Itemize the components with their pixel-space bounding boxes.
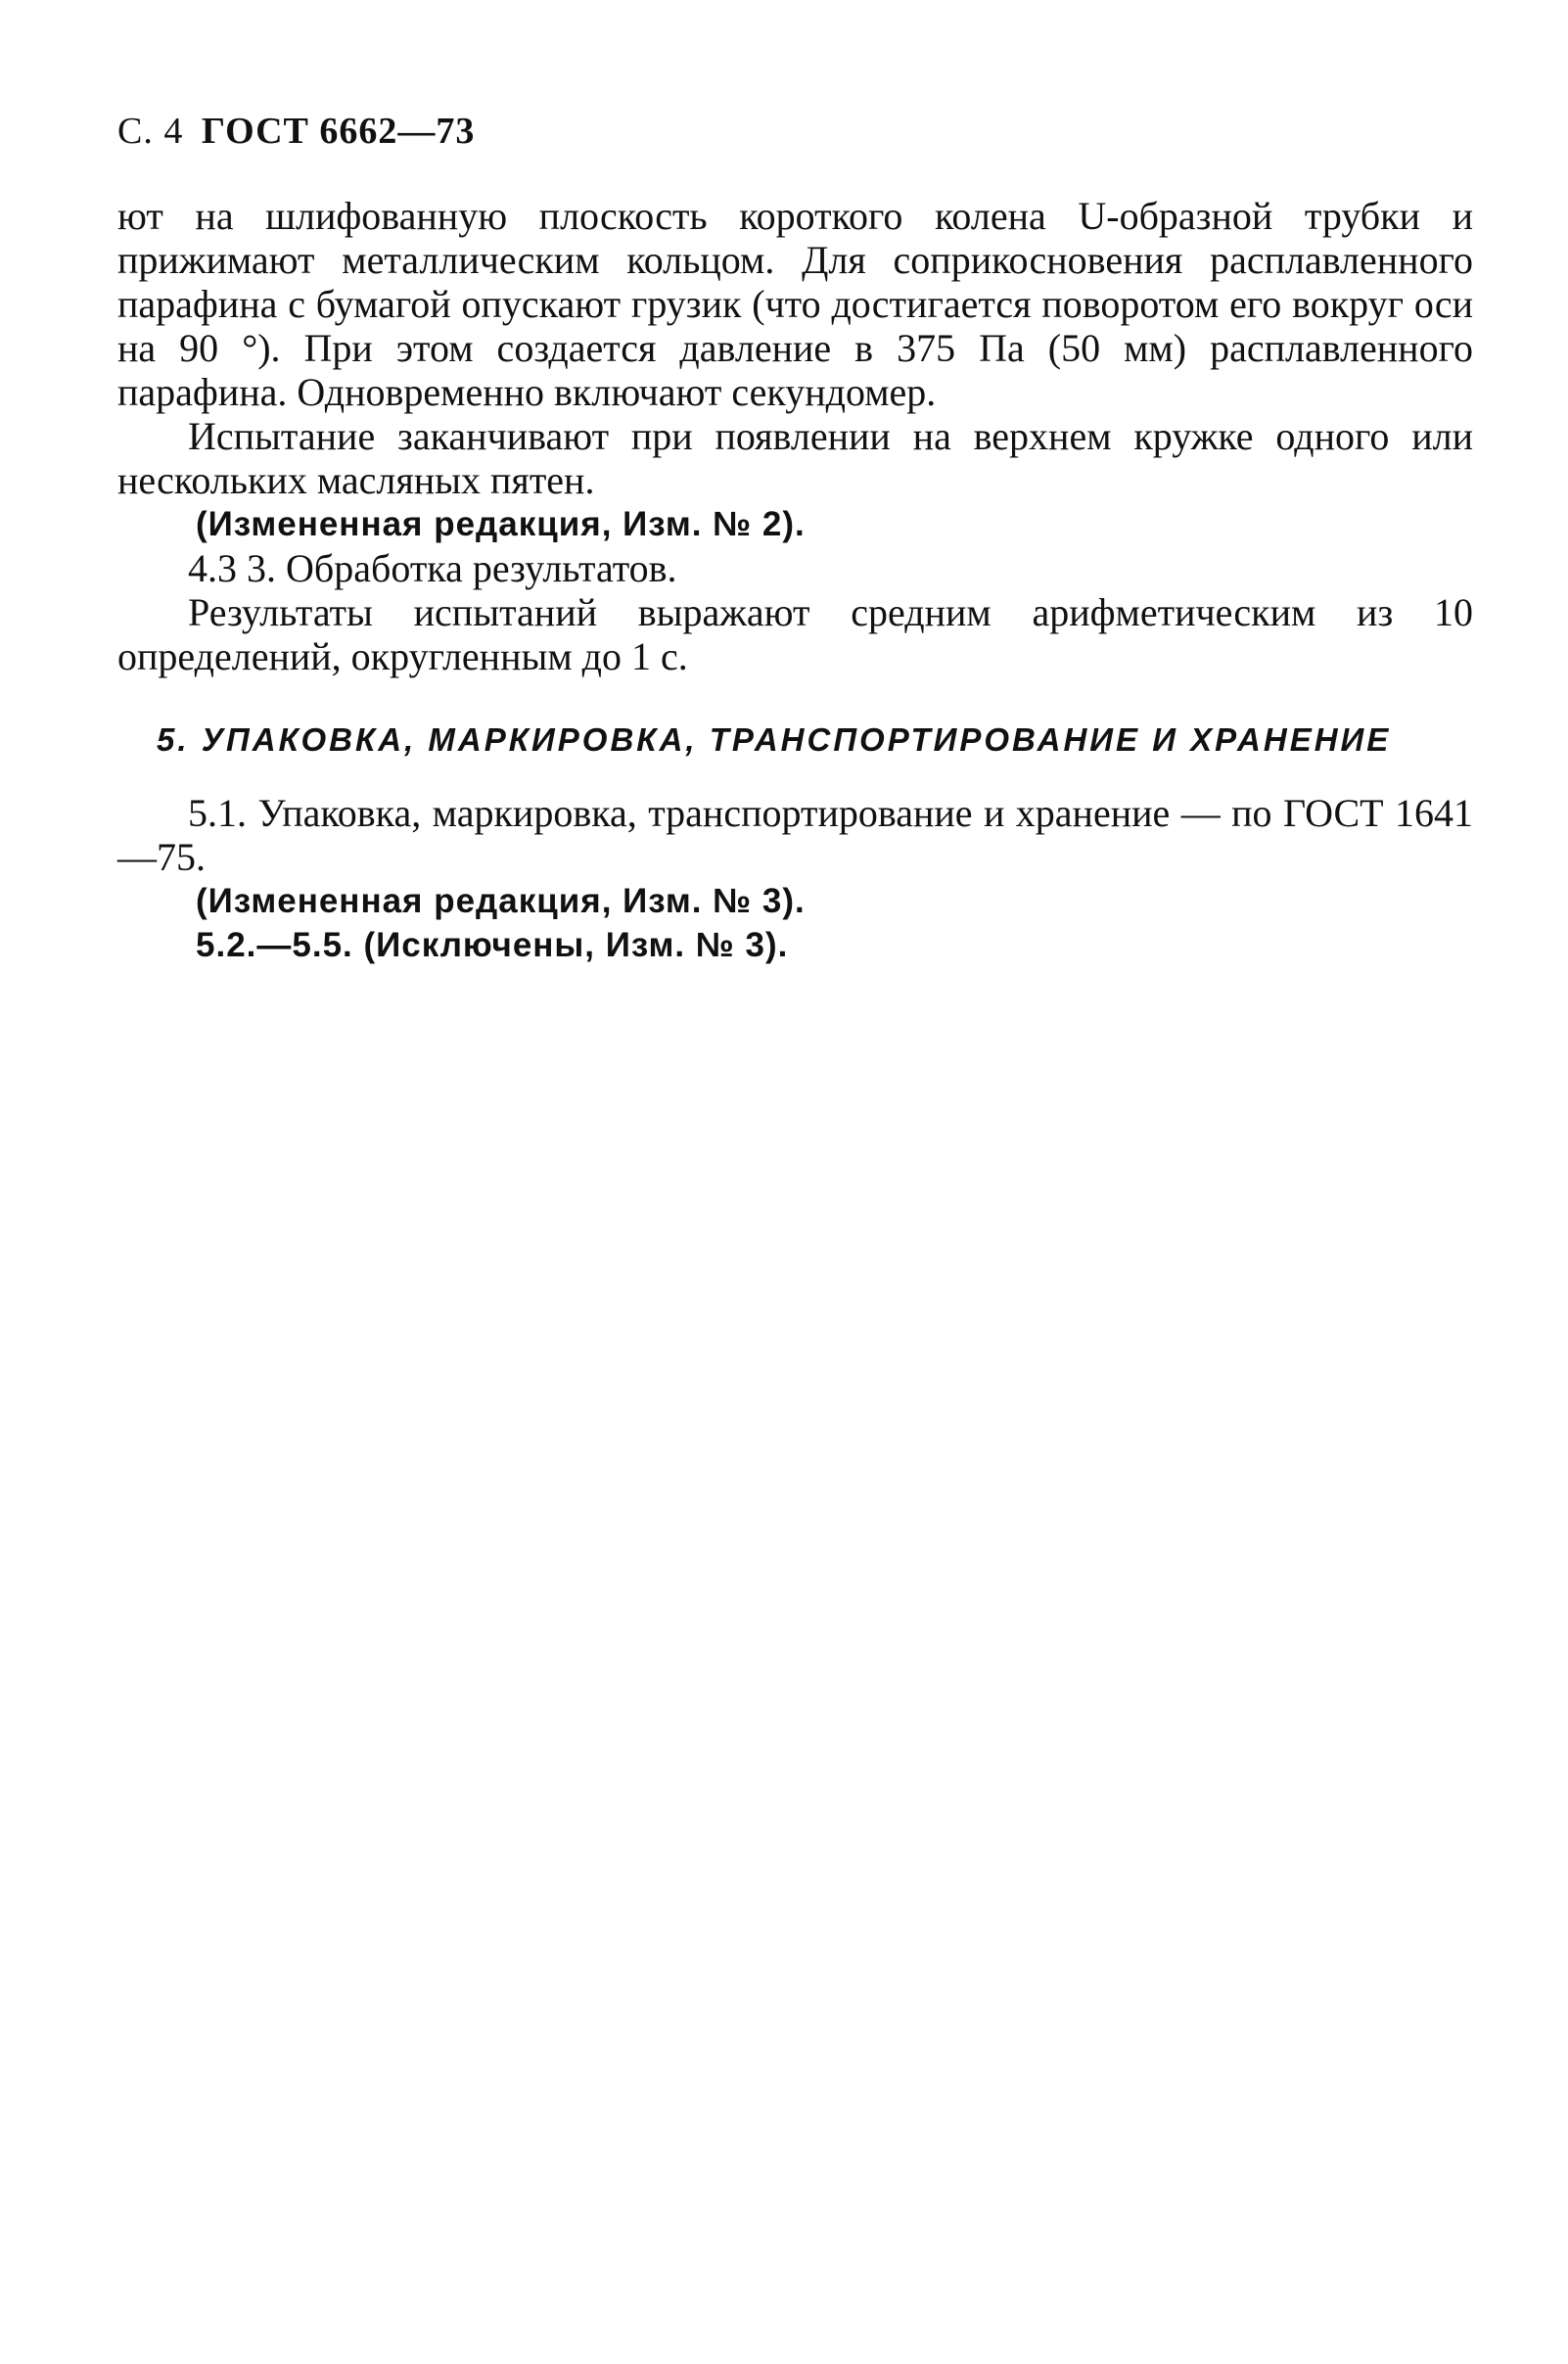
- section-heading-5: 5. УПАКОВКА, МАРКИРОВКА, ТРАНСПОРТИРОВАНИЕ И ХРАНЕНИЕ: [157, 721, 1392, 758]
- paragraph-results: Результаты испытаний выражают средним арифметическим из 10 определений, округленным до 1 с.: [117, 590, 1473, 678]
- paragraph-continuation: ют на шлифованную плоскость короткого колена U-образной трубки и прижимают металлическим кольцом. Для соприкосновения расплавленного парафина с бумагой опускают грузик (что достигается поворотом его вокруг оси на 90 °). При этом создается давление в 375 Па (50 мм) расплавленного парафина. Одновременно включают секундомер.: [117, 194, 1473, 414]
- page-number: С. 4: [117, 111, 184, 152]
- amendment-note-2: (Измененная редакция, Изм. № 2).: [196, 505, 806, 543]
- document-body: [117, 194, 1473, 967]
- standard-number: ГОСТ 6662—73: [201, 111, 476, 152]
- amendment-note-3: (Измененная редакция, Изм. № 3).: [196, 882, 806, 920]
- item-4-3-3: 4.3 3. Обработка результатов.: [188, 546, 677, 590]
- item-5-2-5-5: 5.2.—5.5. (Исключены, Изм. № 3).: [196, 926, 789, 964]
- page-header: [117, 110, 475, 153]
- item-5-1: 5.1. Упаковка, маркировка, транспортирование и хранение — по ГОСТ 1641—75.: [117, 791, 1473, 879]
- paragraph-test-end: Испытание заканчивают при появлении на верхнем кружке одного или нескольких масляных пятен.: [117, 414, 1473, 502]
